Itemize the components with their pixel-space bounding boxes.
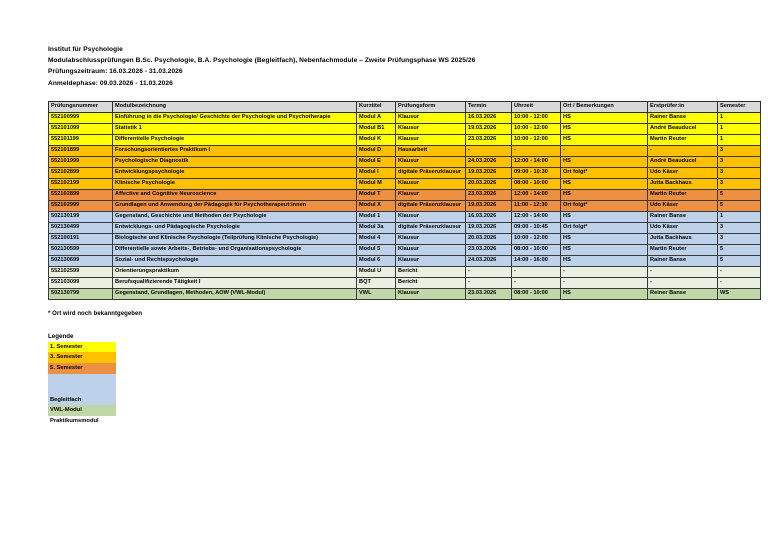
cell-pruefungsnummer: 552103099 xyxy=(49,277,113,288)
cell-semester: - xyxy=(718,266,761,277)
cell-kurztitel: Modul X xyxy=(357,200,396,211)
cell-uhrzeit: 12:00 - 14:00 xyxy=(512,211,561,222)
cell-termin: 23.03.2026 xyxy=(466,288,512,299)
cell-pruefungsform: digitale Präsenzklausur xyxy=(396,167,466,178)
cell-termin: - xyxy=(466,145,512,156)
cell-ort-bemerkungen: HS xyxy=(561,244,648,255)
cell-ort-bemerkungen: HS xyxy=(561,156,648,167)
cell-ort-bemerkungen: HS xyxy=(561,211,648,222)
cell-kurztitel: Modul E xyxy=(357,156,396,167)
table-row xyxy=(49,200,761,211)
cell-pruefungsnummer: 502130599 xyxy=(49,244,113,255)
cell-modulbezeichnung: Statistik 1 xyxy=(113,123,357,134)
cell-pruefungsform: Klausur xyxy=(396,189,466,200)
col-header-ort-bemerkungen: Ort / Bemerkungen xyxy=(561,101,648,112)
cell-kurztitel: Modul D xyxy=(357,145,396,156)
cell-semester: 3 xyxy=(718,167,761,178)
table-row xyxy=(49,277,761,288)
col-header-pruefungsform: Prüfungsform xyxy=(396,101,466,112)
cell-ort-bemerkungen: - xyxy=(561,266,648,277)
cell-pruefungsform: Hausarbeit xyxy=(396,145,466,156)
cell-kurztitel: Modul 5 xyxy=(357,244,396,255)
legend-list xyxy=(48,342,116,427)
col-header-kurztitel: Kurztitel xyxy=(357,101,396,112)
cell-pruefungsnummer: 552102599 xyxy=(49,266,113,277)
cell-termin: 20.03.2026 xyxy=(466,233,512,244)
cell-ort-bemerkungen: - xyxy=(561,277,648,288)
col-header-uhrzeit: Uhrzeit xyxy=(512,101,561,112)
cell-termin: 19.03.2026 xyxy=(466,167,512,178)
col-header-termin: Termin xyxy=(466,101,512,112)
cell-pruefungsnummer: 552102999 xyxy=(49,200,113,211)
cell-modulbezeichnung: Einführung in die Psychologie/ Geschichte der Psychologie und Psychotherapie xyxy=(113,112,357,123)
table-row xyxy=(49,112,761,123)
exam-table-container xyxy=(48,101,768,300)
cell-pruefungsnummer: 552102199 xyxy=(49,178,113,189)
cell-uhrzeit: 09:00 - 10:30 xyxy=(512,167,561,178)
cell-uhrzeit: 10:00 - 12:00 xyxy=(512,134,561,145)
cell-ort-bemerkungen: Ort folgt* xyxy=(561,167,648,178)
cell-pruefungsform: Klausur xyxy=(396,244,466,255)
cell-semester: 3 xyxy=(718,145,761,156)
cell-semester: - xyxy=(718,277,761,288)
col-header-pruefungsnummer: Prüfungsnummer xyxy=(49,101,113,112)
cell-ort-bemerkungen: HS xyxy=(561,233,648,244)
cell-modulbezeichnung: Affective and Cognitive Neuroscience xyxy=(113,189,357,200)
cell-pruefungsform: Klausur xyxy=(396,288,466,299)
cell-termin: 20.03.2026 xyxy=(466,178,512,189)
cell-pruefungsform: digitale Präsenzklausur xyxy=(396,222,466,233)
cell-termin: - xyxy=(466,277,512,288)
cell-pruefungsform: Klausur xyxy=(396,112,466,123)
legend-item: VWL-Modul xyxy=(48,405,116,416)
cell-erstpruefer: Martin Reuter xyxy=(648,134,718,145)
cell-pruefungsform: Bericht xyxy=(396,277,466,288)
cell-semester: 5 xyxy=(718,200,761,211)
cell-kurztitel: Modul 4 xyxy=(357,233,396,244)
cell-termin: 23.03.2026 xyxy=(466,244,512,255)
cell-modulbezeichnung: Berufsqualifizierende Tätigkeit I xyxy=(113,277,357,288)
cell-pruefungsform: Klausur xyxy=(396,211,466,222)
table-row xyxy=(49,178,761,189)
cell-termin: 16.03.2026 xyxy=(466,211,512,222)
cell-termin: 19.03.2026 xyxy=(466,222,512,233)
heading-subtitle: Modulabschlussprüfungen B.Sc. Psychologie, B.A. Psychologie (Begleitfach), Nebenfachmodule – Zweite Prüfungsphase WS 2025/26 xyxy=(48,57,476,65)
cell-semester: 1 xyxy=(718,112,761,123)
cell-ort-bemerkungen: HS xyxy=(561,134,648,145)
cell-uhrzeit: 11:00 - 12:30 xyxy=(512,200,561,211)
exam-table-body xyxy=(49,112,761,299)
legend-item: Begleitfach xyxy=(48,395,116,406)
table-row xyxy=(49,156,761,167)
cell-modulbezeichnung: Biologische und Klinische Psychologie (Teilprüfung Klinische Psychologie) xyxy=(113,233,357,244)
cell-pruefungsnummer: 502130699 xyxy=(49,255,113,266)
cell-modulbezeichnung: Entwicklungs- und Pädagogische Psychologie xyxy=(113,222,357,233)
cell-termin: 16.03.2026 xyxy=(466,112,512,123)
cell-erstpruefer: Martin Reuter xyxy=(648,244,718,255)
cell-modulbezeichnung: Differentielle sowie Arbeits-, Betriebs- und Organisationspsychologie xyxy=(113,244,357,255)
cell-erstpruefer: - xyxy=(648,266,718,277)
cell-uhrzeit: 14:00 - 16:00 xyxy=(512,255,561,266)
cell-semester: WS xyxy=(718,288,761,299)
cell-ort-bemerkungen: HS xyxy=(561,112,648,123)
cell-pruefungsform: Klausur xyxy=(396,156,466,167)
cell-pruefungsform: Klausur xyxy=(396,233,466,244)
cell-uhrzeit: 12:00 - 14:00 xyxy=(512,189,561,200)
cell-kurztitel: Modul I xyxy=(357,167,396,178)
cell-kurztitel: Modul A xyxy=(357,112,396,123)
cell-kurztitel: Modul B1 xyxy=(357,123,396,134)
cell-erstpruefer: - xyxy=(648,277,718,288)
cell-termin: 19.03.2026 xyxy=(466,200,512,211)
cell-uhrzeit: 10:00 - 12:00 xyxy=(512,123,561,134)
cell-modulbezeichnung: Forschungsorientiertes Praktikum I xyxy=(113,145,357,156)
col-header-semester: Semester xyxy=(718,101,761,112)
cell-kurztitel: Modul T xyxy=(357,189,396,200)
cell-kurztitel: VWL xyxy=(357,288,396,299)
legend-item xyxy=(48,374,116,395)
cell-pruefungsform: Klausur xyxy=(396,178,466,189)
cell-erstpruefer: André Beauducel xyxy=(648,156,718,167)
cell-pruefungsnummer: 552101199 xyxy=(49,134,113,145)
cell-semester: 5 xyxy=(718,189,761,200)
footnote: * Ort wird noch bekanntgegeben xyxy=(48,310,143,317)
cell-erstpruefer: Jutta Backhaus xyxy=(648,178,718,189)
cell-termin: 19.03.2026 xyxy=(466,123,512,134)
cell-modulbezeichnung: Orientierungspraktikum xyxy=(113,266,357,277)
cell-termin: 23.03.2026 xyxy=(466,189,512,200)
cell-uhrzeit: 08:00 - 10:00 xyxy=(512,244,561,255)
cell-modulbezeichnung: Klinische Psychologie xyxy=(113,178,357,189)
cell-ort-bemerkungen: Ort folgt* xyxy=(561,200,648,211)
cell-uhrzeit: - xyxy=(512,145,561,156)
cell-erstpruefer: Rainer Banse xyxy=(648,255,718,266)
legend-item: 5. Semester xyxy=(48,363,116,374)
cell-erstpruefer: - xyxy=(648,145,718,156)
cell-modulbezeichnung: Entwicklungspsychologie xyxy=(113,167,357,178)
legend-title: Legende xyxy=(48,332,74,340)
cell-semester: 3 xyxy=(718,233,761,244)
cell-erstpruefer: André Beauducel xyxy=(648,123,718,134)
cell-erstpruefer: Rainer Banse xyxy=(648,112,718,123)
cell-modulbezeichnung: Grundlagen und Anwendung der Pädagogik für Psychotherapeut:innen xyxy=(113,200,357,211)
cell-pruefungsnummer: 502130199 xyxy=(49,211,113,222)
table-row xyxy=(49,233,761,244)
cell-pruefungsnummer: 552100999 xyxy=(49,112,113,123)
heading-registration-period: Anmeldephase: 09.03.2026 - 11.03.2026 xyxy=(48,79,173,87)
cell-uhrzeit: 10:00 - 12:00 xyxy=(512,112,561,123)
cell-semester: 5 xyxy=(718,244,761,255)
cell-ort-bemerkungen: HS xyxy=(561,189,648,200)
table-row xyxy=(49,123,761,134)
cell-pruefungsnummer: 502130799 xyxy=(49,288,113,299)
cell-erstpruefer: Udo Käser xyxy=(648,200,718,211)
cell-uhrzeit: 08:00 - 10:00 xyxy=(512,178,561,189)
cell-pruefungsnummer: 552102899 xyxy=(49,167,113,178)
table-row xyxy=(49,167,761,178)
cell-erstpruefer: Reiner Banse xyxy=(648,288,718,299)
cell-ort-bemerkungen: - xyxy=(561,145,648,156)
cell-pruefungsnummer: 502130499 xyxy=(49,222,113,233)
cell-modulbezeichnung: Gegenstand, Geschichte und Methoden der Psychologie xyxy=(113,211,357,222)
cell-termin: 23.03.2026 xyxy=(466,134,512,145)
cell-pruefungsnummer: 552100191 xyxy=(49,233,113,244)
table-header-row xyxy=(49,101,761,112)
cell-semester: 3 xyxy=(718,156,761,167)
cell-uhrzeit: 10:00 - 12:00 xyxy=(512,233,561,244)
document-heading xyxy=(48,44,768,89)
cell-pruefungsnummer: 552101999 xyxy=(49,156,113,167)
cell-modulbezeichnung: Sozial- und Rechtspsychologie xyxy=(113,255,357,266)
cell-termin: 24.03.2026 xyxy=(466,156,512,167)
cell-pruefungsform: digitale Präsenzklausur xyxy=(396,200,466,211)
legend xyxy=(48,333,768,427)
cell-pruefungsnummer: 552101899 xyxy=(49,145,113,156)
heading-exam-period: Prüfungszeitraum: 16.03.2026 - 31.03.2026 xyxy=(48,68,183,76)
cell-modulbezeichnung: Psychologische Diagnostik xyxy=(113,156,357,167)
cell-kurztitel: BQT xyxy=(357,277,396,288)
cell-pruefungsform: Klausur xyxy=(396,255,466,266)
table-row xyxy=(49,266,761,277)
table-row xyxy=(49,255,761,266)
table-row xyxy=(49,222,761,233)
cell-modulbezeichnung: Gegenstand, Grundlagen, Methoden, AOW (VWL-Modul) xyxy=(113,288,357,299)
cell-ort-bemerkungen: HS xyxy=(561,178,648,189)
cell-pruefungsform: Bericht xyxy=(396,266,466,277)
cell-pruefungsnummer: 552102899 xyxy=(49,189,113,200)
table-row xyxy=(49,145,761,156)
cell-erstpruefer: Jutta Backhaus xyxy=(648,233,718,244)
cell-pruefungsnummer: 552101099 xyxy=(49,123,113,134)
col-header-erstpruefer: Erstprüfer:in xyxy=(648,101,718,112)
cell-kurztitel: Modul K xyxy=(357,134,396,145)
cell-uhrzeit: 12:00 - 14:00 xyxy=(512,156,561,167)
table-row xyxy=(49,134,761,145)
cell-kurztitel: Modul U xyxy=(357,266,396,277)
heading-institute: Institut für Psychologie xyxy=(48,46,123,53)
cell-uhrzeit: - xyxy=(512,277,561,288)
legend-item: Praktikumsmodul xyxy=(48,416,116,427)
exam-table xyxy=(48,101,761,300)
cell-uhrzeit: - xyxy=(512,266,561,277)
cell-semester: 1 xyxy=(718,134,761,145)
cell-ort-bemerkungen: HS xyxy=(561,288,648,299)
table-row xyxy=(49,244,761,255)
cell-modulbezeichnung: Differentielle Psychologie xyxy=(113,134,357,145)
cell-erstpruefer: Rainer Banse xyxy=(648,211,718,222)
cell-semester: 1 xyxy=(718,123,761,134)
table-row xyxy=(49,189,761,200)
cell-ort-bemerkungen: HS xyxy=(561,123,648,134)
cell-semester: 1 xyxy=(718,211,761,222)
cell-ort-bemerkungen: Ort folgt* xyxy=(561,222,648,233)
cell-semester: 3 xyxy=(718,178,761,189)
cell-kurztitel: Modul 3a xyxy=(357,222,396,233)
cell-uhrzeit: 09:00 - 10:45 xyxy=(512,222,561,233)
cell-uhrzeit: 08:00 - 10:00 xyxy=(512,288,561,299)
cell-pruefungsform: Klausur xyxy=(396,134,466,145)
cell-erstpruefer: Udo Käser xyxy=(648,222,718,233)
cell-erstpruefer: Udo Käser xyxy=(648,167,718,178)
table-row xyxy=(49,288,761,299)
col-header-modulbezeichnung: Modulbezeichnung xyxy=(113,101,357,112)
legend-item: 1. Semester xyxy=(48,342,116,353)
cell-kurztitel: Modul 1 xyxy=(357,211,396,222)
cell-kurztitel: Modul M xyxy=(357,178,396,189)
cell-semester: 5 xyxy=(718,255,761,266)
legend-item: 3. Semester xyxy=(48,352,116,363)
cell-termin: 24.03.2026 xyxy=(466,255,512,266)
cell-ort-bemerkungen: HS xyxy=(561,255,648,266)
cell-kurztitel: Modul 6 xyxy=(357,255,396,266)
cell-termin: - xyxy=(466,266,512,277)
cell-semester: 3 xyxy=(718,222,761,233)
cell-pruefungsform: Klausur xyxy=(396,123,466,134)
cell-erstpruefer: Martin Reuter xyxy=(648,189,718,200)
table-row xyxy=(49,211,761,222)
